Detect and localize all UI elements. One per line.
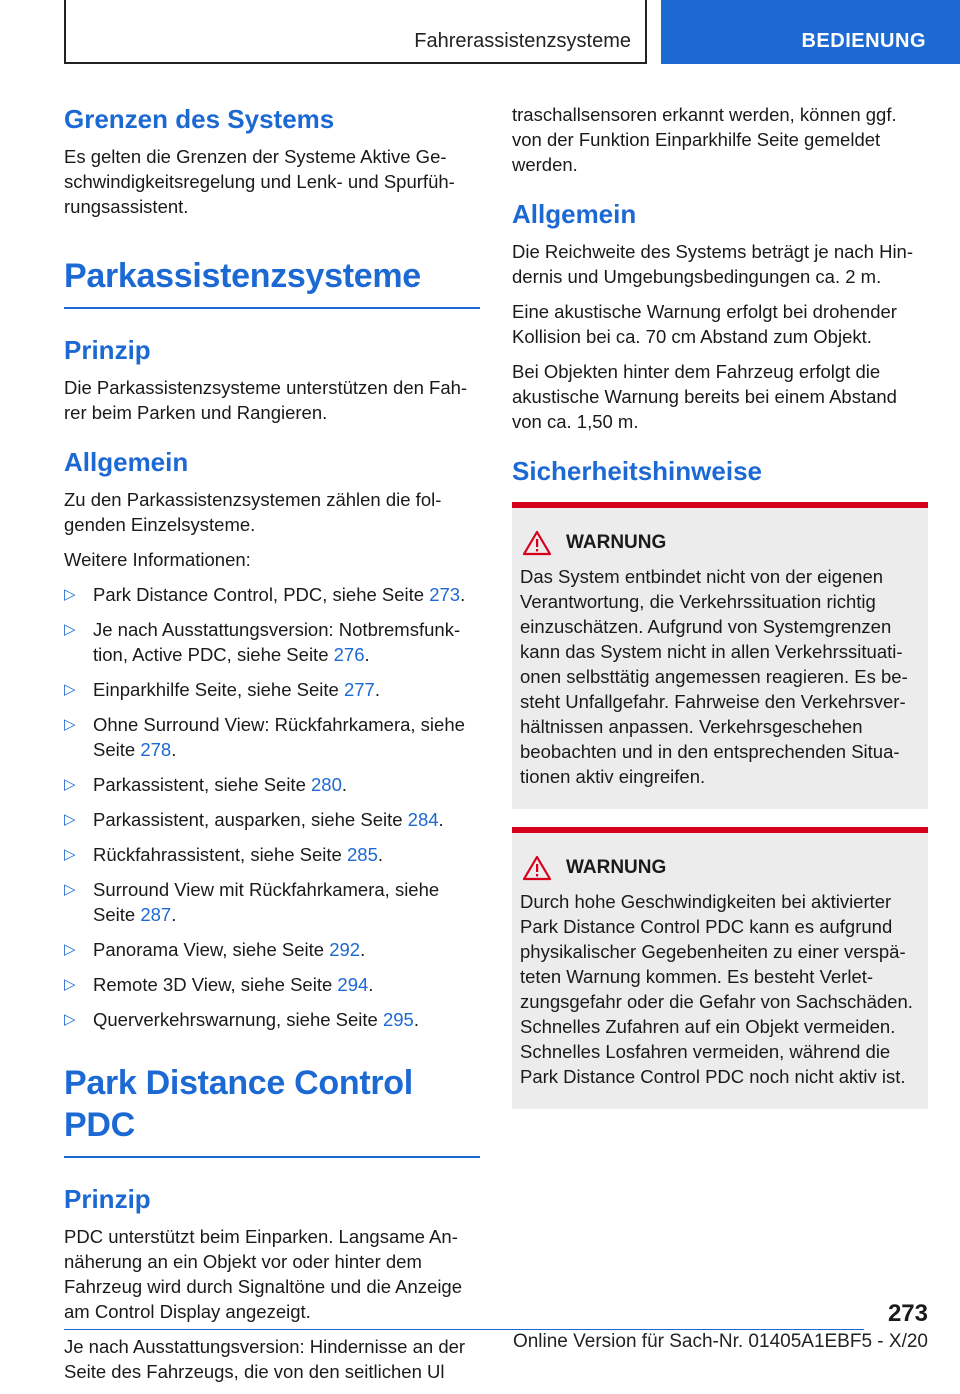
header-section-box [64,0,647,64]
right-column [512,102,928,1127]
pdc-text-2: Je nach Ausstattungsversion: Hindernisse an der Seite des Fahrzeugs, die von den seitlichen Ul [64,1336,466,1382]
warning-triangle-icon [522,855,552,881]
list-item: ▷ Parkassistent, ausparken, siehe Seite 284. [64,809,444,830]
page-link[interactable]: 284 [407,809,439,830]
bullet-icon: ▷ [64,1011,76,1028]
pdc-prinzip-heading: Prinzip [64,1184,151,1214]
bullet-icon: ▷ [64,941,76,958]
list-item: ▷ Je nach Ausstattungsversion: Notbremsfunktion, Active PDC, siehe Seite 276. [64,619,461,665]
warning-box [512,502,928,809]
warning-text: Durch hohe Geschwindigkeiten bei aktivierter Park Distance Control PDC kann es aufgrund physikalischer Gegebenheiten zu einer verspäteten Warnung kommen. Es besteht Verletzungsgefahr oder die Gefahr von Sachschäden. Schnelles Zufahren auf ein Objekt vermeiden. Schnelles Losfahren vermeiden, während die Park Distance Control PDC noch nicht aktiv ist. [520,891,913,1087]
warning-text: Das System entbindet nicht von der eigenen Verantwortung, die Verkehrssituation richtig einzuschätzen. Aufgrund von Systemgrenzen kann das System nicht in allen Verkehrssituationen selbsttätig angemessen reagieren. Es besteht Unfallgefahr. Fahrweise den Verkehrsverhältnissen anpassen. Verkehrsgeschehen beobachten und in den entsprechenden Situationen aktiv eingreifen. [520,566,908,787]
bullet-icon: ▷ [64,881,76,898]
bullet-icon: ▷ [64,716,76,733]
footer-divider [64,1329,864,1330]
bullet-icon: ▷ [64,586,76,603]
warning-title: WARNUNG [566,857,667,878]
allgemein-text: Zu den Parkassistenzsystemen zählen die folgenden Einzelsysteme. [64,489,442,535]
system-list [64,582,480,1032]
list-item: ▷ Ohne Surround View: Rückfahrkamera, siehe Seite 278. [64,714,465,760]
page-link[interactable]: 278 [140,739,172,760]
list-item: ▷ Einparkhilfe Seite, siehe Seite 277. [64,679,380,700]
allgemein-heading: Allgemein [64,447,189,477]
page-link[interactable]: 280 [311,774,342,795]
list-item: ▷ Querverkehrswarnung, siehe Seite 295. [64,1009,419,1030]
footer-text: Online Version für Sach-Nr. 01405A1EBF5 - X/20 [512,1331,928,1352]
list-item: ▷ Rückfahrassistent, siehe Seite 285. [64,844,384,865]
list-item: ▷ Park Distance Control, PDC, siehe Seite 273. [64,584,466,605]
header-chapter-label: BEDIENUNG [801,30,926,52]
list-item: ▷ Panorama View, siehe Seite 292. [64,939,366,960]
grenzen-heading: Grenzen des Systems [64,104,335,134]
page-link[interactable]: 287 [140,904,172,925]
page-link[interactable]: 292 [329,939,361,960]
sicherheit-heading: Sicherheitshinweise [512,456,762,486]
bullet-icon: ▷ [64,681,76,698]
bullet-icon: ▷ [64,776,76,793]
list-item: ▷ Parkassistent, siehe Seite 280. [64,774,348,795]
page-link[interactable]: 273 [429,584,461,605]
warning-box [512,827,928,1109]
page-number: 273 [887,1300,928,1327]
page-link[interactable]: 277 [343,679,375,700]
bullet-icon: ▷ [64,976,76,993]
bullet-icon: ▷ [64,811,76,828]
info-label: Weitere Informationen: [64,549,251,570]
bullet-icon: ▷ [64,846,76,863]
warning-header [520,855,920,881]
list-item: ▷ Surround View mit Rückfahrkamera, siehe Seite 287. [64,879,440,925]
page-link[interactable]: 276 [333,644,365,665]
continued-text: traschallsensoren erkannt werden, können ggf. von der Funktion Einparkhilfe Seite gemeldet werden. [512,104,897,175]
list-item: ▷ Remote 3D View, siehe Seite 294. [64,974,374,995]
warning-triangle-icon [522,530,552,556]
bullet-icon: ▷ [64,621,76,638]
pdc-text-1: PDC unterstützt beim Einparken. Langsame Annäherung an ein Objekt vor oder hinter dem Fahrzeug wird durch Signaltöne und die Anzeige am Control Display angezeigt. [64,1226,463,1322]
allgemein-text-3: Bei Objekten hinter dem Fahrzeug erfolgt die akustische Warnung bereits bei einem Abstand von ca. 1,50 m. [512,361,897,432]
left-column [64,102,480,1394]
header-section-title: Fahrerassistenzsysteme [414,30,631,52]
prinzip-text: Die Parkassistenzsysteme unterstützen den Fahrer beim Parken und Rangieren. [64,377,468,423]
parkassistenz-title: Parkassistenzsysteme [64,255,480,309]
page-link[interactable]: 285 [347,844,378,865]
allgemein-text-1: Die Reichweite des Systems beträgt je nach Hindernis und Umgebungsbedingungen ca. 2 m. [512,241,914,287]
grenzen-text: Es gelten die Grenzen der Systeme Aktive Geschwindigkeitsregelung und Lenk- und Spurführungsassistent. [64,146,455,217]
page-link[interactable]: 295 [382,1009,414,1030]
pdc-title: Park Distance Control PDC [64,1062,480,1158]
page-link[interactable]: 294 [337,974,369,995]
prinzip-heading: Prinzip [64,335,151,365]
warning-title: WARNUNG [566,532,667,553]
header-chapter-tab [661,0,960,64]
right-allgemein-heading: Allgemein [512,199,637,229]
allgemein-text-2: Eine akustische Warnung erfolgt bei drohender Kollision bei ca. 70 cm Abstand zum Objekt. [512,301,897,347]
warning-header [520,530,920,556]
